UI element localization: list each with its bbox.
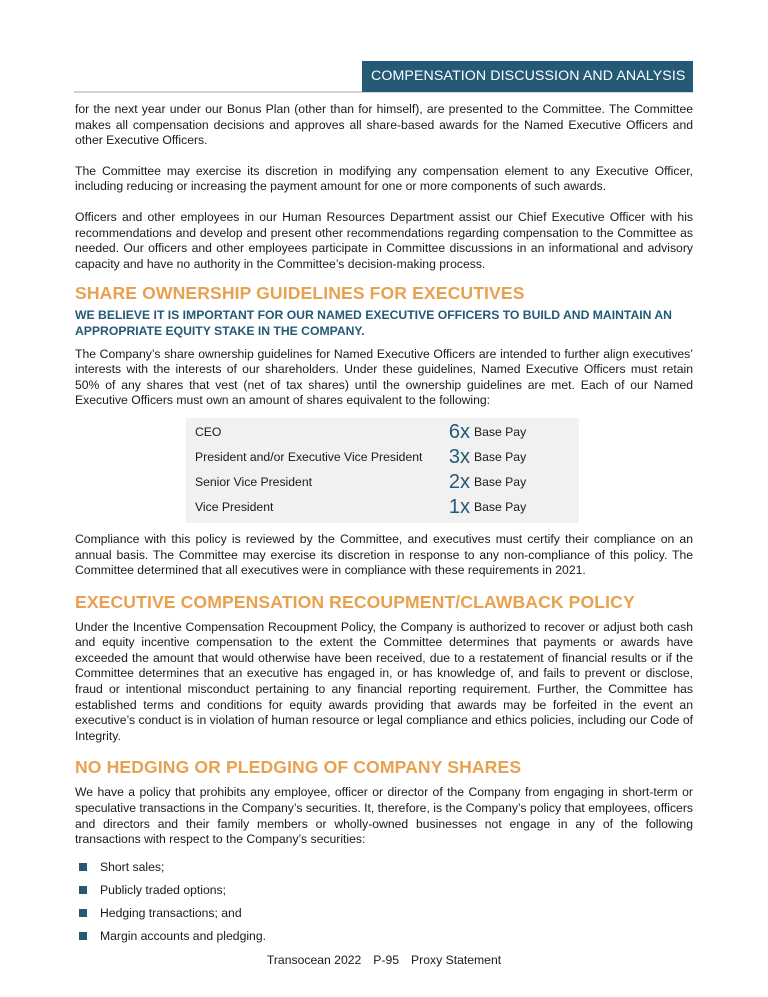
multiple-unit: Base Pay (474, 450, 527, 465)
square-bullet-icon (79, 932, 87, 940)
multiple-value: 2x (448, 470, 470, 493)
page-footer (0, 953, 768, 967)
compliance-paragraph: Compliance with this policy is reviewed by the Committee, and executives must certify their compliance on an annual basis. The Committee may exercise its discretion in response to any non-compliance of this policy. The Committee determined that all executives were in compliance with these requirements in 2021. (75, 531, 693, 578)
page-content (75, 102, 693, 948)
multiple-unit: Base Pay (474, 425, 527, 440)
prohibited-transactions-list (75, 856, 693, 948)
ownership-multiples-table (186, 418, 579, 523)
share-ownership-paragraph: The Company’s share ownership guidelines for Named Executive Officers are intended to further align executives’ interests with the interests of our shareholders. Under these guidelines, Named Executive Officers must retain 50% of any shares that vest (net of tax shares) until the ownership guidelines are met. Each of our Named Executive Officers must own an amount of shares equivalent to the following: (75, 346, 693, 408)
square-bullet-icon (79, 886, 87, 894)
list-item-text: Hedging transactions; and (100, 906, 242, 921)
list-item (75, 925, 693, 948)
list-item-text: Margin accounts and pledging. (100, 929, 266, 944)
clawback-heading: EXECUTIVE COMPENSATION RECOUPMENT/CLAWBACK POLICY (75, 591, 635, 612)
list-item-text: Short sales; (100, 860, 165, 875)
role-label: Vice President (195, 500, 274, 515)
footer-document-name: Proxy Statement (411, 953, 502, 967)
list-item (75, 879, 693, 902)
clawback-paragraph: Under the Incentive Compensation Recoupment Policy, the Company is authorized to recover or adjust both cash and equity incentive compensation to the extent the Committee determines that payments or awards have exceeded the amount that would otherwise have been received, due to a restatement of financial results or if the Committee determines that an executive has engaged in, or has knowledge of, and fails to prevent or disclose, fraud or intentional misconduct pertaining to any financial reporting requirement. Further, the Committee has established terms and conditions for equity awards providing that awards may be forfeited in the event an executive’s conduct is in violation of human resource or legal compliance and ethics policies, including our Code of Integrity. (75, 619, 693, 743)
intro-paragraph-2: The Committee may exercise its discretion in modifying any compensation element to any Executive Officer, including reducing or increasing the payment amount for one or more components of such awards. (75, 163, 693, 194)
footer-page-number: P-95 (373, 953, 400, 967)
hedging-heading: NO HEDGING OR PLEDGING OF COMPANY SHARES (75, 757, 522, 778)
multiple-unit: Base Pay (474, 475, 527, 490)
multiple-value: 6x (448, 420, 470, 443)
list-item-text: Publicly traded options; (100, 883, 227, 898)
multiple-unit: Base Pay (474, 500, 527, 515)
footer-company: Transocean 2022 (266, 953, 362, 967)
table-row (186, 445, 579, 470)
square-bullet-icon (79, 909, 87, 917)
multiple-value: 3x (448, 445, 470, 468)
share-ownership-subheading: WE BELIEVE IT IS IMPORTANT FOR OUR NAMED EXECUTIVE OFFICERS TO BUILD AND MAINTAIN AN APPROPRIATE EQUITY STAKE IN THE COMPANY. (75, 308, 672, 338)
share-ownership-heading: SHARE OWNERSHIP GUIDELINES FOR EXECUTIVES (75, 283, 525, 304)
list-item (75, 902, 693, 925)
hedging-paragraph: We have a policy that prohibits any employee, officer or director of the Company from engaging in short-term or speculative transactions in the Company’s securities. It, therefore, is the Company’s policy that employees, officers and directors and their family members or wholly-owned businesses not engage in any of the following transactions with respect to the Company’s securities: (75, 785, 693, 847)
table-row (186, 495, 579, 520)
intro-paragraph-3: Officers and other employees in our Human Resources Department assist our Chief Executive Officer with his recommendations and develop and present other recommendations regarding compensation to the Committee as needed. Our officers and other employees participate in Committee discussions in an informational and advisory capacity and have no authority in the Committee’s decision-making process. (75, 209, 693, 271)
intro-paragraph-1: for the next year under our Bonus Plan (other than for himself), are presented to the Committee. The Committee makes all compensation decisions and approves all share-based awards for the Named Executive Officers and other Executive Officers. (75, 102, 693, 148)
role-label: Senior Vice President (195, 475, 312, 490)
table-row (186, 420, 579, 445)
section-header-band: COMPENSATION DISCUSSION AND ANALYSIS (362, 61, 693, 92)
table-row (186, 470, 579, 495)
role-label: President and/or Executive Vice President (195, 450, 423, 465)
multiple-value: 1x (448, 495, 470, 518)
role-label: CEO (195, 425, 222, 440)
square-bullet-icon (79, 863, 87, 871)
list-item (75, 856, 693, 879)
